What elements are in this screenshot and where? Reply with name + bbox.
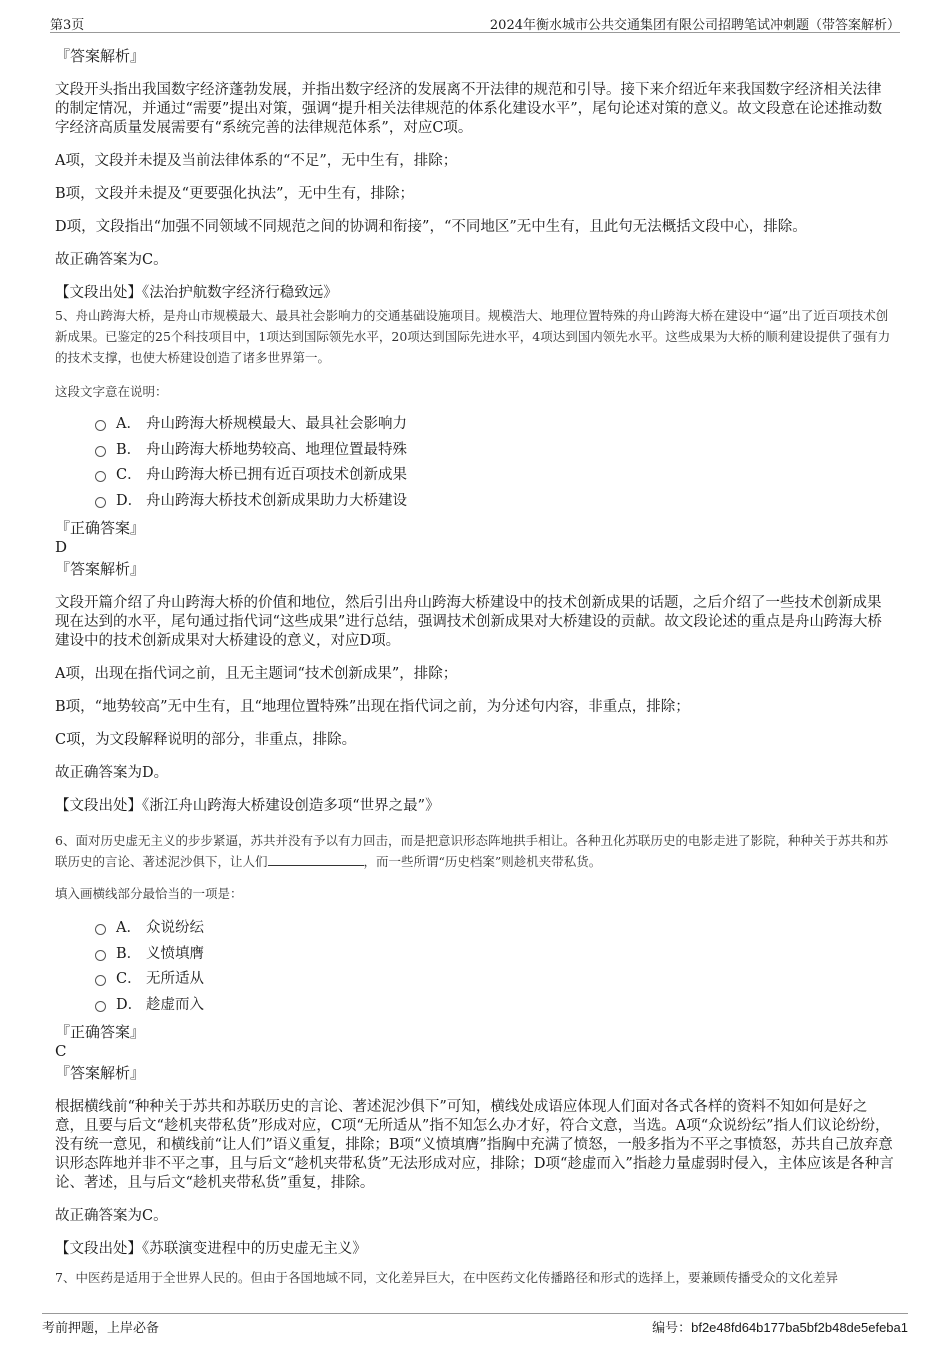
analysis-item-c: C项，为文段解释说明的部分，非重点，排除。 — [55, 732, 357, 748]
analysis-label: 『答案解析』 — [55, 47, 146, 65]
radio-icon[interactable] — [95, 446, 106, 457]
analysis-item-d: D项，文段指出“加强不同领域不同规范之间的协调和衔接”，“不同地区”无中生有，且此句无法概括文段中心，排除。 — [55, 219, 807, 235]
option-b[interactable]: B． 舟山跨海大桥地势较高、地理位置最特殊 — [95, 436, 895, 462]
radio-icon[interactable] — [95, 471, 106, 482]
radio-icon[interactable] — [95, 950, 106, 961]
radio-icon[interactable] — [95, 420, 106, 431]
source-citation: 【文段出处】《法治护航数字经济行稳致远》 — [55, 285, 338, 301]
option-c[interactable]: C． 无所适从 — [95, 965, 895, 991]
analysis-label: 『答案解析』 — [55, 560, 146, 578]
correct-answer-label: 『正确答案』 — [55, 519, 146, 537]
document-code: 编号：bf2e48fd64b177ba5bf2b48de5efeba1 — [652, 1320, 908, 1336]
document-title: 2024年衡水城市公共交通集团有限公司招聘笔试冲刺题（带答案解析） — [489, 18, 900, 33]
option-c[interactable]: C． 舟山跨海大桥已拥有近百项技术创新成果 — [95, 461, 895, 487]
analysis-text: 文段开头指出我国数字经济蓬勃发展，并指出数字经济的发展离不开法律的规范和引导。接下来介绍近年来我国数字经济相关法律的制定情况，并通过“需要”提出对策，强调“提升相关法律规范的体系化建设水平”，尾句论述对策的意义。故文段意在论述推动数字经济高质量发展需要有“系统完善的法律规范体系”，对应C项。 — [55, 82, 883, 136]
fill-blank — [268, 853, 364, 866]
radio-icon[interactable] — [95, 497, 106, 508]
question-6-stem: 6、面对历史虚无主义的步步紧逼，苏共并没有予以有力回击，而是把意识形态阵地拱手相让。各种丑化苏联历史的电影走进了影院，种种关于苏共和苏联历史的言论、著述泥沙俱下，让人们 ，而一些所谓“历史档案”则趁机夹带私货。 — [55, 833, 888, 869]
analysis-item-b: B项，“地势较高”无中生有，且“地理位置特殊”出现在指代词之前，为分述句内容，非重点，排除； — [55, 699, 690, 715]
question-6-prompt: 填入画横线部分最恰当的一项是： — [55, 886, 243, 901]
radio-icon[interactable] — [95, 1001, 106, 1012]
analysis-text: 根据横线前“种种关于苏共和苏联历史的言论、著述泥沙俱下”可知，横线处成语应体现人们面对各式各样的资料不知如何是好之意，且要与后文“趁机夹带私货”形成对应，C项“无所适从”指不知怎么办才好，符合文意，当选。A项“众说纷纭”指人们议论纷纷，没有统一意见，和横线前“让人们”语义重复，排除；B项“义愤填膺”指胸中充满了愤怒，一般多指为不平之事愤怒，苏共自己放弃意识形态阵地并非不平之事，且与后文“趁机夹带私货”无法形成对应，排除；D项“趁虚而入”指趁力量虚弱时侵入，主体应该是各种言论、著述，且与后文“趁机夹带私货”重复，排除。 — [55, 1099, 894, 1191]
page-number: 第3页 — [50, 18, 85, 33]
correct-answer-label: 『正确答案』 — [55, 1023, 146, 1041]
source-citation: 【文段出处】《浙江舟山跨海大桥建设创造多项“世界之最”》 — [55, 798, 440, 814]
radio-icon[interactable] — [95, 975, 106, 986]
analysis-item-a: A项，出现在指代词之前，且无主题词“技术创新成果”，排除； — [55, 666, 458, 682]
analysis-text: 文段开篇介绍了舟山跨海大桥的价值和地位，然后引出舟山跨海大桥建设中的技术创新成果的话题，之后介绍了一些技术创新成果现在达到的水平，尾句通过指代词“这些成果”进行总结，强调技术创新成果对大桥建设的贡献。故文段论述的重点是舟山跨海大桥建设中的技术创新成果对大桥建设的意义，对应D项。 — [55, 595, 882, 649]
question-6-options — [95, 914, 895, 1016]
question-5-options — [95, 410, 895, 512]
page-footer — [42, 1313, 908, 1334]
question-5-prompt: 这段文字意在说明： — [55, 384, 168, 399]
analysis-item-b: B项，文段并未提及“更要强化执法”，无中生有，排除； — [55, 186, 414, 202]
footer-slogan: 考前押题，上岸必备 — [42, 1321, 160, 1336]
answer-conclusion: 故正确答案为D。 — [55, 765, 169, 781]
radio-icon[interactable] — [95, 924, 106, 935]
page-content — [55, 42, 895, 1288]
option-d[interactable]: D． 舟山跨海大桥技术创新成果助力大桥建设 — [95, 487, 895, 513]
option-a[interactable]: A． 众说纷纭 — [95, 914, 895, 940]
source-citation: 【文段出处】《苏联演变进程中的历史虚无主义》 — [55, 1241, 367, 1257]
correct-answer: C — [55, 1042, 67, 1060]
option-d[interactable]: D． 趁虚而入 — [95, 991, 895, 1017]
answer-conclusion: 故正确答案为C。 — [55, 252, 168, 268]
question-7-stem: 7、中医药是适用于全世界人民的。但由于各国地域不同，文化差异巨大，在中医药文化传播路径和形式的选择上，要兼顾传播受众的文化差异 — [55, 1270, 838, 1285]
page-header — [50, 8, 900, 33]
analysis-item-a: A项，文段并未提及当前法律体系的“不足”，无中生有，排除； — [55, 153, 458, 169]
correct-answer: D — [55, 538, 68, 556]
answer-conclusion: 故正确答案为C。 — [55, 1208, 168, 1224]
analysis-label: 『答案解析』 — [55, 1064, 146, 1082]
option-b[interactable]: B． 义愤填膺 — [95, 940, 895, 966]
question-5-stem: 5、舟山跨海大桥，是舟山市规模最大、最具社会影响力的交通基础设施项目。规模浩大、地理位置特殊的舟山跨海大桥在建设中“逼”出了近百项技术创新成果。已鉴定的25个科技项目中，1项达到国际领先水平，20项达到国际先进水平，4项达到国内领先水平。这些成果为大桥的顺利建设提供了强有力的技术支撑，也使大桥建设创造了诸多世界第一。 — [55, 308, 891, 365]
option-a[interactable]: A． 舟山跨海大桥规模最大、最具社会影响力 — [95, 410, 895, 436]
